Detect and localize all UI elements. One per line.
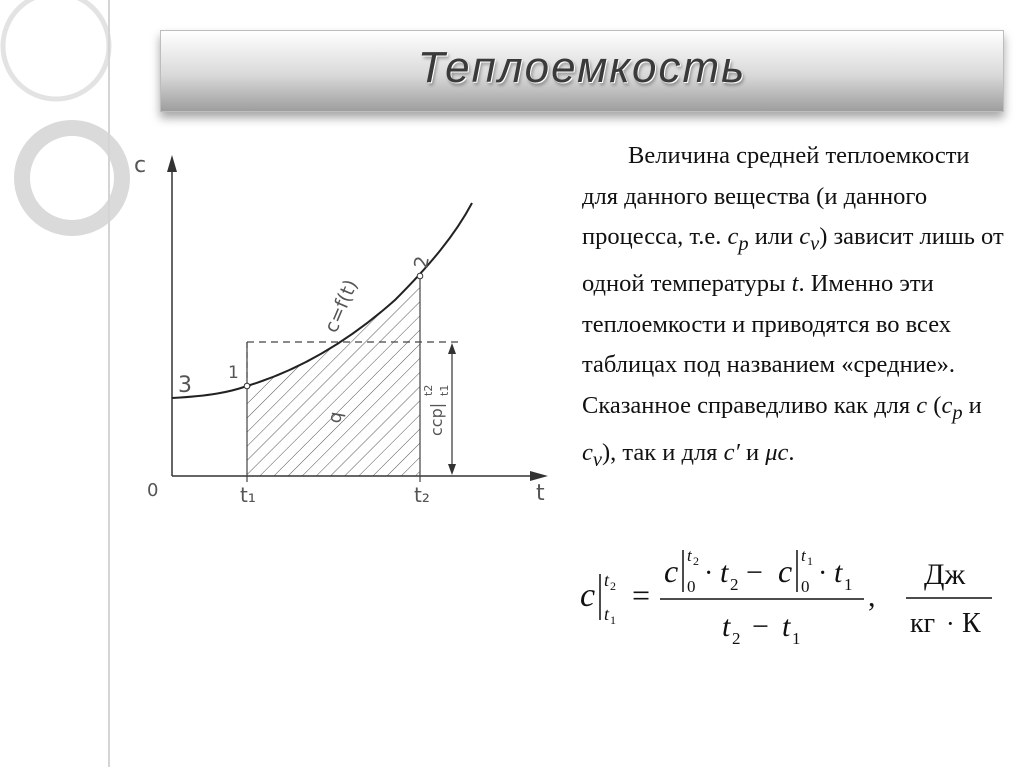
formula-num-sub2-zero: 0 <box>801 577 810 596</box>
formula-num-t2-sub: 2 <box>730 575 739 594</box>
symbol-c-2: c <box>799 223 811 250</box>
symbol-c-prime: c′ <box>723 439 740 467</box>
point-2-label: 2 <box>410 254 434 271</box>
subscript-p-2: p <box>952 401 963 424</box>
symbol-c-4: c <box>941 391 953 419</box>
subscript-v: v <box>810 232 820 255</box>
subscript-v-2: v <box>592 449 602 472</box>
x-axis-label: t <box>536 481 545 506</box>
formula-num-minus: − <box>746 556 763 589</box>
formula-num-t2: t <box>720 556 729 589</box>
curve-label: c=f(t) <box>320 276 363 336</box>
symbol-mu-c: μc <box>765 439 789 467</box>
formula-lhs-sub-t: t <box>604 604 610 624</box>
formula-num-t1: t <box>834 556 843 589</box>
text-paren-open: ( <box>927 391 942 419</box>
formula-num-sup2-t: t <box>801 546 806 565</box>
formula-num-sup1-2: 2 <box>693 554 699 568</box>
text-part-2: ) зависит лишь от одной температуры <box>582 223 1004 298</box>
formula-lhs-c: c <box>580 577 596 614</box>
text-dot: . <box>788 439 795 467</box>
formula-den-t2-sub: 2 <box>732 629 741 648</box>
unit-denominator-dot: · <box>946 609 955 638</box>
y-axis-label: c <box>134 153 147 178</box>
formula-den-t1-sub: 1 <box>792 629 801 648</box>
formula-num-sub1-zero: 0 <box>687 577 696 596</box>
formula-num-dot2: · <box>818 558 828 589</box>
unit-numerator: Дж <box>924 558 966 591</box>
symbol-c-3: c <box>916 391 928 419</box>
text-and-2: и <box>739 439 766 467</box>
formula-den-minus: − <box>752 610 769 643</box>
mean-capacity-label-sub: t1 <box>438 384 451 396</box>
text-or: или <box>748 223 800 250</box>
formula-num-c1: c <box>664 553 679 589</box>
slide-title: Теплоемкость <box>417 43 747 92</box>
formula-comma: , <box>868 580 876 613</box>
tick-label-t1: t₁ <box>240 483 256 507</box>
text-part-4: ), так и для <box>601 439 724 467</box>
formula-num-dot1: · <box>704 558 714 589</box>
formula-num-c2: c <box>778 553 793 589</box>
symbol-c-5: c <box>582 439 593 467</box>
formula-lhs-sup-t: t <box>604 570 610 590</box>
origin-label: 0 <box>147 480 159 501</box>
point-1-label: 1 <box>228 363 239 383</box>
text-part-3: . Именно эти теплоемкости и приводятся во всех таблицах под названием «средние». Сказанное справедливо как для <box>582 270 956 419</box>
symbol-t: t <box>791 270 799 298</box>
formula-den-t2: t <box>722 610 731 643</box>
text-part-1: Величина средней теплоемкости для данного вещества (и данного процесса, т.е. <box>582 142 970 250</box>
point-3-label: 3 <box>178 373 192 398</box>
area-q-label: q <box>324 409 347 425</box>
formula-lhs-sub-1: 1 <box>610 613 616 627</box>
mean-capacity-label-sup: t2 <box>422 384 435 396</box>
formula-den-t1: t <box>782 610 791 643</box>
formula-num-sup1-t: t <box>687 546 692 565</box>
formula-num-sup2-1: 1 <box>807 554 813 568</box>
subscript-p: p <box>738 232 749 255</box>
unit-denominator-kg: кг <box>910 608 936 639</box>
text-and: и <box>962 391 982 419</box>
tick-label-t2: t₂ <box>414 483 430 507</box>
formula-lhs-sup-2: 2 <box>610 579 616 593</box>
unit-denominator-k: К <box>962 608 981 639</box>
formula-num-t1-sub: 1 <box>844 575 853 594</box>
mean-capacity-label: cср| <box>427 402 446 436</box>
formula-equals: = <box>632 577 651 613</box>
symbol-c: c <box>727 223 739 250</box>
